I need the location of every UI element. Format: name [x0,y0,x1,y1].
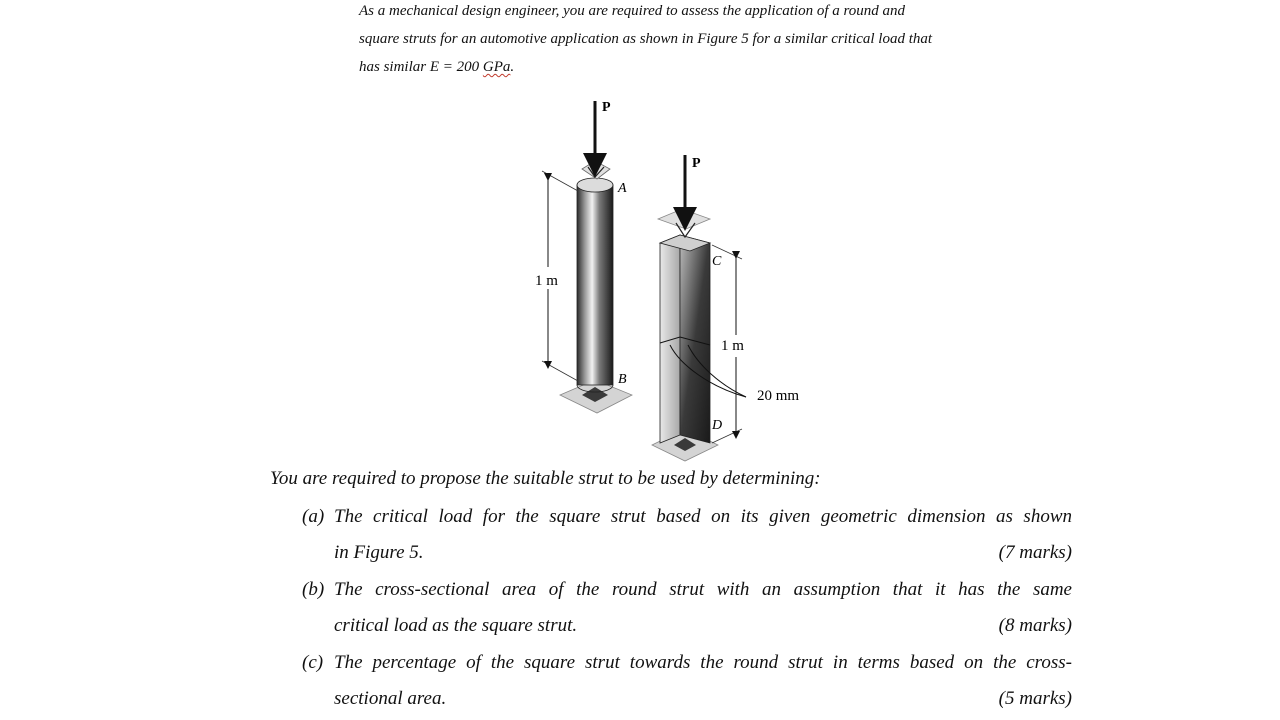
question-c-line-1 [302,652,1072,674]
round-load-label: P [602,100,611,115]
point-b-label: B [618,372,627,387]
question-a-marks: (7 marks) [998,542,1072,563]
round-length-label: 1 m [535,273,558,289]
question-c-text-2: sectional area. [334,688,447,709]
round-strut [534,100,632,413]
strut-figure [520,95,820,465]
square-strut-front-face [660,235,680,443]
question-a-text-2: in Figure 5. [334,542,424,563]
spellcheck-word: GPa [482,59,511,75]
intro-line-1: As a mechanical design engineer, you are required to assess the application of a round and [359,3,906,19]
square-strut [652,155,799,461]
intro-line-3-end: . [510,59,515,75]
question-b-label: (b) [302,579,325,600]
question-b-line-2 [302,615,1072,637]
question-b-line-1 [302,579,1072,601]
square-strut-side-face [680,235,710,443]
question-a-label: (a) [302,506,325,527]
square-length-label: 1 m [721,338,744,354]
point-c-label: C [712,254,722,269]
question-c-marks: (5 marks) [998,688,1072,709]
square-load-label: P [692,156,701,171]
question-a-line-1 [302,506,1072,528]
question-a-line-2 [302,542,1072,564]
question-b-marks: (8 marks) [998,615,1072,636]
point-d-label: D [712,418,723,433]
intro-line-2: square struts for an automotive application as shown in Figure 5 for a similar critical load that [359,31,933,47]
question-c-label: (c) [302,652,324,673]
point-a-label: A [618,181,627,196]
question-c-text-1: The percentage of the square strut towards the round strut in terms based on the cross- [334,652,1072,673]
question-b-text-1: The cross-sectional area of the round strut with an assumption that it has the same [334,579,1072,600]
side-dimension-label: 20 mm [757,388,800,404]
question-b-text-2: critical load as the square strut. [334,615,578,636]
question-a-text-1: The critical load for the square strut based on its given geometric dimension as shown [334,506,1072,527]
question-c-line-2 [302,688,1072,710]
task-lead: You are required to propose the suitable strut to be used by determining: [270,468,821,489]
intro-line-3-text: has similar E = 200 [359,59,483,75]
intro-line-3 [359,59,514,76]
round-strut-cylinder [577,185,613,385]
